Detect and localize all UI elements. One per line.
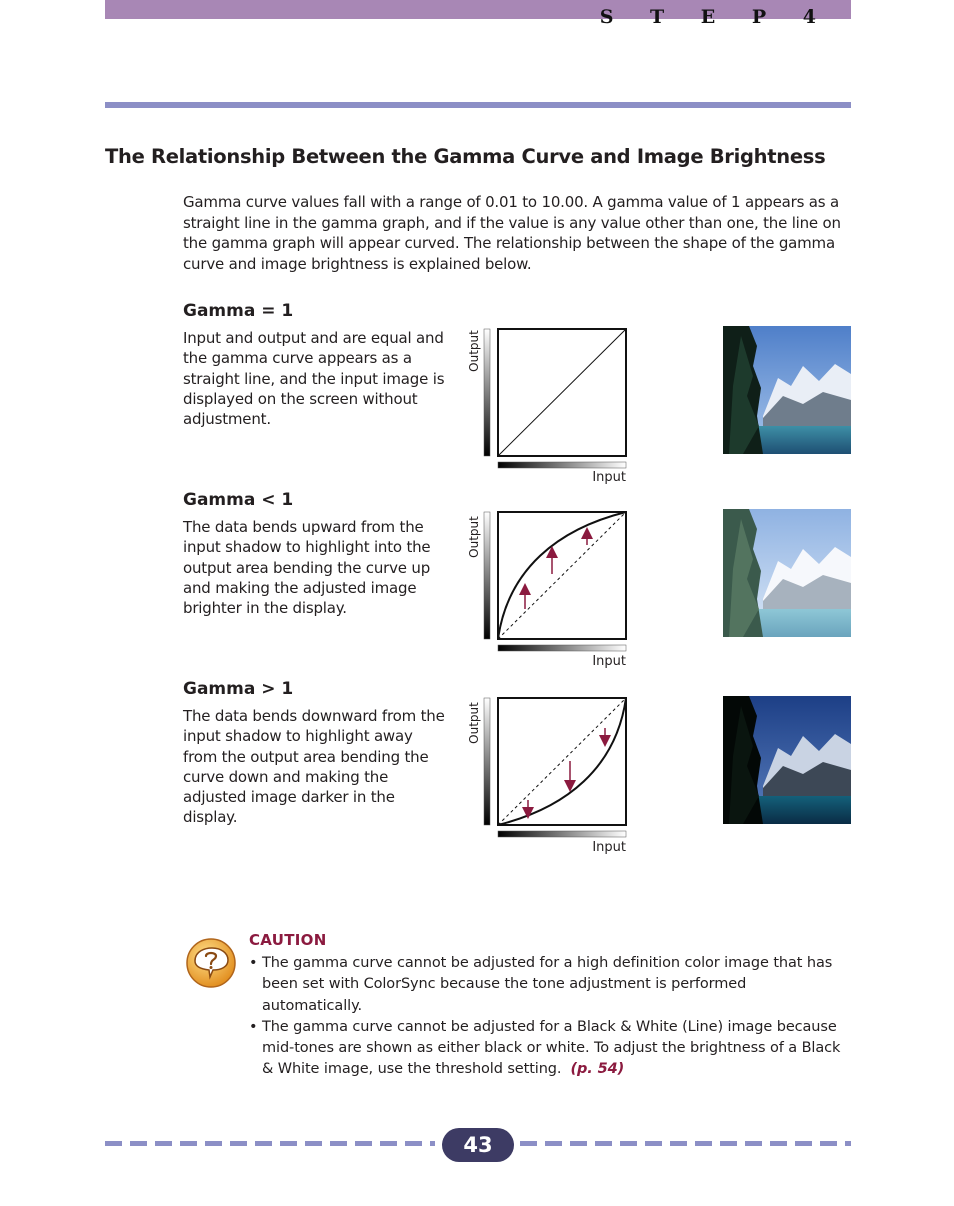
output-axis-label: Output — [467, 330, 481, 372]
input-gradient-bar — [498, 645, 626, 651]
sample-photo-normal — [723, 326, 851, 454]
section-body-gamma-less: The data bends upward from the input shadow to highlight into the output area bending the curve up and making the adjusted image brighter in the display. — [183, 518, 431, 618]
page-reference-link[interactable]: (p. 54) — [570, 1061, 625, 1078]
caution-item-text: • The gamma curve cannot be adjusted for a Black & White (Line) image because mid-tones are shown as either black or white. To adjust the brightness of a Black & White image, use the threshold setting. — [249, 1018, 841, 1078]
input-axis-label: Input — [592, 654, 626, 669]
output-gradient-bar — [484, 329, 490, 456]
caution-item — [249, 1017, 849, 1081]
output-axis-label: Output — [467, 516, 481, 558]
section-body-gamma-greater: The data bends downward from the input shadow to highlight away from the output area bending the curve down and making the adjusted image darker in the display. — [183, 707, 445, 827]
section-body-gamma-equal: Input and output and are equal and the gamma curve appears as a straight line, and the input image is displayed on the screen without adjustment. — [183, 329, 445, 429]
input-axis-label: Input — [592, 470, 626, 485]
step-label: S T E P 4 — [599, 6, 831, 28]
output-gradient-bar — [484, 512, 490, 639]
page-number: 43 — [442, 1128, 514, 1162]
caution-title: CAUTION — [249, 931, 327, 949]
caution-item — [249, 953, 849, 1017]
sample-photo-darker — [723, 696, 851, 824]
gamma-graph-equal — [462, 324, 632, 489]
input-gradient-bar — [498, 462, 626, 468]
output-axis-label: Output — [467, 702, 481, 744]
section-title-gamma-equal: Gamma = 1 — [183, 301, 294, 321]
caution-icon — [185, 937, 237, 989]
section-title-gamma-less: Gamma < 1 — [183, 490, 294, 510]
input-gradient-bar — [498, 831, 626, 837]
page-title: The Relationship Between the Gamma Curve and Image Brightness — [105, 145, 826, 168]
intro-paragraph: Gamma curve values fall with a range of 0.01 to 10.00. A gamma value of 1 appears as a straight line in the gamma graph, and if the value is any value other than one, the line on the gamma graph will appear curved. The relationship between the shape of the gamma curve and image brightness is explained below. — [183, 193, 841, 273]
caution-list — [249, 953, 849, 1081]
footer-dashes-left — [105, 1141, 435, 1146]
footer-dashes-right — [520, 1141, 851, 1146]
gamma-graph-less — [462, 507, 632, 672]
sample-photo-brighter — [723, 509, 851, 637]
section-title-gamma-greater: Gamma > 1 — [183, 679, 294, 699]
gamma-graph-greater — [462, 693, 632, 858]
header-rule — [105, 102, 851, 108]
output-gradient-bar — [484, 698, 490, 825]
caution-item-text: • The gamma curve cannot be adjusted for a high definition color image that has been set with ColorSync because the tone adjustment is performed automatically. — [249, 955, 833, 1014]
input-axis-label: Input — [592, 840, 626, 855]
